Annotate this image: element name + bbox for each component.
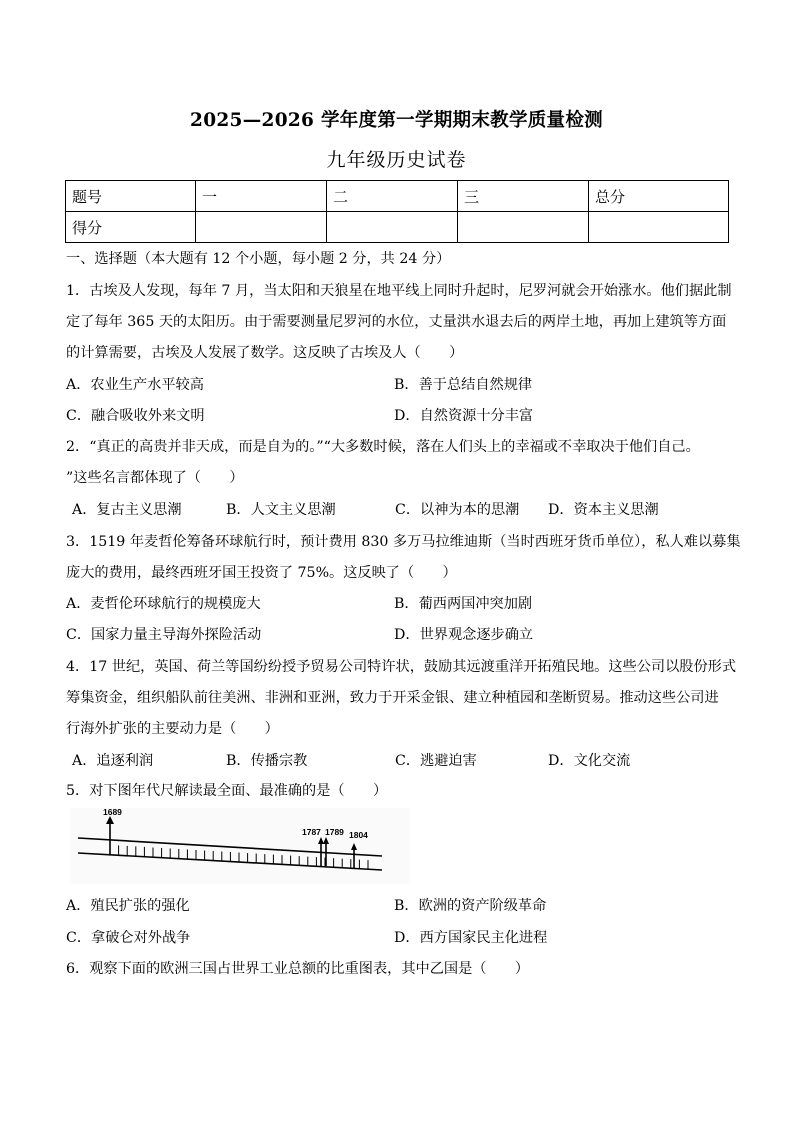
question-6-line: 6．观察下面的欧洲三国占世界工业总额的比重图表，其中乙国是（ ） [66,961,530,977]
question-4-line: 行海外扩张的主要动力是（ ） [66,721,279,737]
question-2-line: 2．“真正的高贵并非天成，而是自为的。”“大多数时候，落在人们头上的幸福或不幸取决于他们自己。 [66,439,700,455]
score-cell: 二 [327,181,458,212]
section-heading: 一、选择题（本大题有 12 个小题，每小题 2 分，共 24 分） [66,251,451,267]
score-cell: 得分 [66,212,196,243]
q5-option-b[interactable]: B．欧洲的资产阶级革命 [394,898,547,914]
timeline-figure [70,808,410,884]
exam-title: 2025—2026 学年度第一学期期末教学质量检测 [190,110,603,131]
score-cell: 三 [458,181,589,212]
q2-option-d[interactable]: D．资本主义思潮 [548,502,659,518]
timeline-label-1787: 1787 [302,827,321,837]
score-table [65,180,729,243]
exam-subtitle: 九年级历史试卷 [326,149,467,171]
q4-option-d[interactable]: D．文化交流 [548,753,631,769]
q5-option-a[interactable]: A．殖民扩张的强化 [66,898,190,914]
q3-option-c[interactable]: C．国家力量主导海外探险活动 [66,627,262,643]
q5-option-c[interactable]: C．拿破仑对外战争 [66,930,191,946]
q3-option-d[interactable]: D．世界观念逐步确立 [394,627,534,643]
score-cell: 题号 [66,181,196,212]
score-input-cell[interactable] [327,212,458,243]
question-3-line: 庞大的费用，最终西班牙国王投资了 75%。这反映了（ ） [66,565,457,581]
question-1-line: 定了每年 365 天的太阳历。由于需要测量尼罗河的水位，丈量洪水退去后的两岸土地，再加上建筑等方面 [66,314,727,330]
q5-option-d[interactable]: D．西方国家民主化进程 [394,930,548,946]
score-table-score-row [66,212,729,243]
score-input-cell[interactable] [589,212,729,243]
q4-option-a[interactable]: A．追逐利润 [72,753,154,769]
question-1-line: 的计算需要，古埃及人发展了数学。这反映了古埃及人（ ） [66,345,464,361]
question-4-line: 4．17 世纪，英国、荷兰等国纷纷授予贸易公司特许状，鼓励其远渡重洋开拓殖民地。这些公司以股份形式 [66,659,737,675]
question-3-line: 3．1519 年麦哲伦筹备环球航行时，预计费用 830 多万马拉维迪斯（当时西班牙货币单位），私人难以募集 [66,534,741,550]
question-1-line: 1．古埃及人发现，每年 7 月，当太阳和天狼星在地平线上同时升起时，尼罗河就会开始涨水。他们据此制 [66,283,732,299]
q2-option-b[interactable]: B．人文主义思潮 [226,502,336,518]
score-cell: 总分 [589,181,729,212]
q1-option-c[interactable]: C．融合吸收外来文明 [66,408,205,424]
timeline-label-1804: 1804 [349,830,368,840]
timeline-label-1789: 1789 [325,827,344,837]
q4-option-c[interactable]: C．逃避迫害 [395,753,477,769]
q4-option-b[interactable]: B．传播宗教 [226,753,308,769]
q1-option-a[interactable]: A．农业生产水平较高 [66,377,204,393]
timeline-background [70,808,410,884]
q2-option-a[interactable]: A．复古主义思潮 [72,502,182,518]
score-table-header-row [66,181,729,212]
q2-option-c[interactable]: C．以神为本的思潮 [395,502,520,518]
timeline-label-1689: 1689 [103,808,122,817]
q1-option-b[interactable]: B．善于总结自然规律 [394,377,533,393]
q1-option-d[interactable]: D．自然资源十分丰富 [394,408,534,424]
score-input-cell[interactable] [196,212,327,243]
question-4-line: 筹集资金，组织船队前往美洲、非洲和亚洲，致力于开采金银、建立种植园和垄断贸易。推动这些公司进 [66,690,719,706]
score-input-cell[interactable] [458,212,589,243]
q3-option-b[interactable]: B．葡西两国冲突加剧 [394,596,533,612]
score-cell: 一 [196,181,327,212]
question-5-line: 5．对下图年代尺解读最全面、最准确的是（ ） [66,783,388,799]
question-2-line: ”这些名言都体现了（ ） [66,470,244,486]
q3-option-a[interactable]: A．麦哲伦环球航行的规模庞大 [66,596,261,612]
